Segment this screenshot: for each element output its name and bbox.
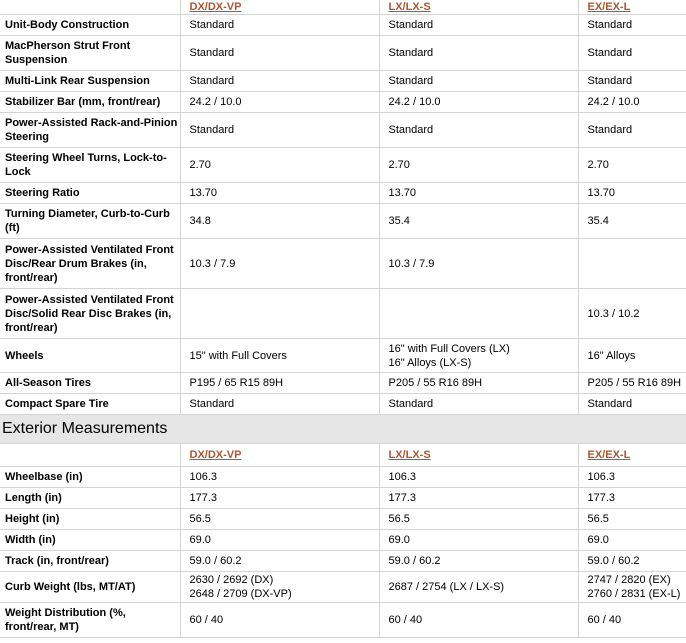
cell-line-1: 24.2 / 10.0 [587, 96, 640, 108]
row-label: Steering Wheel Turns, Lock-to-Lock [0, 148, 180, 183]
cell-line-1: 56.5 [587, 512, 609, 525]
cell-line-1: P205 / 55 R16 89H [388, 377, 483, 389]
row-label: Power-Assisted Ventilated Front Disc/Solid Rear Disc Brakes (in, front/rear) [0, 289, 180, 339]
ext-col-header-3 [578, 444, 686, 466]
cell-line-1: Standard [587, 398, 633, 410]
cell-line-1: Standard [189, 19, 235, 31]
cell-value [379, 339, 578, 373]
cell-line-1: Standard [388, 75, 434, 87]
cell-value [578, 289, 686, 339]
cell-value [379, 466, 578, 487]
cell-value [578, 487, 686, 508]
cell-value [379, 239, 578, 289]
row-label: Stabilizer Bar (mm, front/rear) [0, 92, 180, 113]
table-row [0, 466, 686, 487]
cell-value [379, 508, 578, 529]
cell-value [180, 289, 379, 339]
mechanical-header-row [0, 0, 686, 15]
ext-col-header-2 [379, 444, 578, 466]
cell-line-1: Standard [189, 398, 235, 410]
cell-line-1: 60 / 40 [189, 613, 224, 626]
cell-line-1: 35.4 [587, 215, 609, 227]
cell-line-1: 59.0 / 60.2 [587, 554, 640, 567]
row-label: Multi-Link Rear Suspension [0, 71, 180, 92]
cell-line-1: Standard [587, 124, 633, 136]
cell-value [379, 15, 578, 36]
cell-line-1: 34.8 [189, 215, 211, 227]
ext-trim-link-ex[interactable]: EX/EX-L [587, 449, 631, 461]
cell-line-1: Standard [189, 124, 235, 136]
cell-line-1: 177.3 [587, 491, 616, 504]
cell-value [578, 15, 686, 36]
cell-line-1: 106.3 [388, 470, 417, 483]
cell-line-1: Standard [388, 47, 434, 59]
cell-line-1: 56.5 [388, 512, 410, 525]
row-label: Power-Assisted Rack-and-Pinion Steering [0, 113, 180, 148]
cell-line-1: 13.70 [388, 187, 417, 199]
cell-line-1: 69.0 [189, 533, 211, 546]
cell-value [578, 113, 686, 148]
cell-line-1: 69.0 [388, 533, 410, 546]
table-row [0, 602, 686, 637]
trim-link-lx[interactable]: LX/LX-S [388, 1, 431, 13]
row-label: Wheelbase (in) [0, 466, 180, 487]
cell-line-1: 60 / 40 [587, 613, 622, 626]
cell-value [180, 373, 379, 394]
table-row [0, 15, 686, 36]
row-label: Turning Diameter, Curb-to-Curb (ft) [0, 204, 180, 239]
table-row [0, 508, 686, 529]
cell-value [180, 602, 379, 637]
cell-value [180, 394, 379, 415]
cell-value [379, 289, 578, 339]
cell-line-1: 2.70 [388, 159, 410, 171]
cell-value [379, 373, 578, 394]
cell-line-1: 106.3 [587, 470, 616, 483]
cell-line-1: 35.4 [388, 215, 410, 227]
cell-value [379, 602, 578, 637]
cell-value [180, 71, 379, 92]
trim-link-ex[interactable]: EX/EX-L [587, 1, 631, 13]
row-label: Track (in, front/rear) [0, 550, 180, 571]
cell-value [180, 239, 379, 289]
row-label: Length (in) [0, 487, 180, 508]
row-label: Steering Ratio [0, 183, 180, 204]
cell-line-1: 13.70 [189, 187, 218, 199]
table-row [0, 148, 686, 183]
cell-line-2: 16" Alloys (LX-S) [388, 356, 472, 369]
cell-line-1: 177.3 [388, 491, 417, 504]
cell-line-1: Standard [388, 124, 434, 136]
cell-value [379, 183, 578, 204]
table-row [0, 571, 686, 602]
trim-link-dx[interactable]: DX/DX-VP [189, 1, 242, 13]
cell-line-1: 2687 / 2754 (LX / LX-S) [388, 580, 505, 593]
cell-value [578, 571, 686, 602]
cell-line-1: 2.70 [587, 159, 609, 171]
row-label: Curb Weight (lbs, MT/AT) [0, 571, 180, 602]
cell-value [578, 550, 686, 571]
cell-value [379, 394, 578, 415]
mech-col-header-1 [180, 0, 379, 15]
cell-line-1: 10.3 / 7.9 [189, 257, 236, 270]
cell-line-1: 24.2 / 10.0 [388, 96, 441, 108]
cell-value [180, 113, 379, 148]
row-label: Compact Spare Tire [0, 394, 180, 415]
cell-line-1: 2630 / 2692 (DX) [189, 573, 274, 586]
table-row [0, 487, 686, 508]
cell-value [578, 148, 686, 183]
cell-line-1: 24.2 / 10.0 [189, 96, 242, 108]
cell-line-1: Standard [587, 47, 633, 59]
cell-value [180, 339, 379, 373]
cell-value [180, 183, 379, 204]
cell-value [578, 92, 686, 113]
cell-value [379, 148, 578, 183]
cell-line-1: Standard [587, 19, 633, 31]
cell-line-1: 177.3 [189, 491, 218, 504]
cell-line-1: Standard [388, 19, 434, 31]
table-row [0, 204, 686, 239]
table-row [0, 113, 686, 148]
cell-value [578, 71, 686, 92]
cell-line-1: 59.0 / 60.2 [189, 554, 242, 567]
cell-value [180, 529, 379, 550]
cell-line-1: 16" with Full Covers (LX) [388, 342, 510, 355]
cell-value [578, 183, 686, 204]
table-row [0, 394, 686, 415]
cell-line-1: Standard [587, 75, 633, 87]
cell-line-1: 15" with Full Covers [189, 349, 287, 362]
table-row [0, 36, 686, 71]
cell-value [379, 71, 578, 92]
table-row [0, 71, 686, 92]
cell-value [578, 36, 686, 71]
row-label: Height (in) [0, 508, 180, 529]
cell-line-1: P205 / 55 R16 89H [587, 377, 682, 389]
row-label: Weight Distribution (%, front/rear, MT) [0, 602, 180, 637]
cell-line-1: Standard [388, 398, 434, 410]
cell-line-1: 59.0 / 60.2 [388, 554, 441, 567]
cell-value [180, 204, 379, 239]
row-label: Unit-Body Construction [0, 15, 180, 36]
cell-value [379, 36, 578, 71]
cell-value [379, 529, 578, 550]
row-label: Wheels [0, 339, 180, 373]
cell-line-1: 56.5 [189, 512, 211, 525]
cell-line-1: 2747 / 2820 (EX) [587, 573, 671, 586]
cell-value [379, 92, 578, 113]
ext-col-header-1 [180, 444, 379, 466]
row-label: All-Season Tires [0, 373, 180, 394]
cell-value [578, 373, 686, 394]
cell-value [379, 571, 578, 602]
header-spacer [0, 0, 180, 15]
mech-col-header-2 [379, 0, 578, 15]
cell-line-1: Standard [189, 75, 235, 87]
cell-value [180, 148, 379, 183]
cell-value [379, 550, 578, 571]
cell-value [578, 466, 686, 487]
cell-value [180, 487, 379, 508]
row-label: Power-Assisted Ventilated Front Disc/Rear Drum Brakes (in, front/rear) [0, 239, 180, 289]
cell-value [379, 204, 578, 239]
table-row [0, 339, 686, 373]
cell-value [379, 487, 578, 508]
cell-line-1: 60 / 40 [388, 613, 423, 626]
row-label: Width (in) [0, 529, 180, 550]
cell-line-1: P195 / 65 R15 89H [189, 377, 284, 389]
header-spacer [0, 444, 180, 466]
exterior-specs-table [0, 444, 686, 638]
cell-line-1: 16" Alloys [587, 349, 636, 362]
cell-value [180, 92, 379, 113]
cell-line-1: 2.70 [189, 159, 211, 171]
cell-line-2: 2760 / 2831 (EX-L) [587, 587, 681, 600]
cell-line-1: Standard [189, 47, 235, 59]
ext-trim-link-dx[interactable]: DX/DX-VP [189, 449, 242, 461]
cell-value [180, 550, 379, 571]
table-row [0, 373, 686, 394]
cell-value [180, 508, 379, 529]
row-label: MacPherson Strut Front Suspension [0, 36, 180, 71]
cell-value [578, 239, 686, 289]
cell-value [379, 113, 578, 148]
table-row [0, 529, 686, 550]
cell-value [180, 15, 379, 36]
cell-value [578, 602, 686, 637]
cell-value [180, 571, 379, 602]
cell-value [578, 529, 686, 550]
table-row [0, 239, 686, 289]
exterior-header-row [0, 444, 686, 466]
mech-col-header-3 [578, 0, 686, 15]
cell-value [578, 339, 686, 373]
cell-value [578, 394, 686, 415]
cell-line-2: 2648 / 2709 (DX-VP) [189, 587, 292, 600]
exterior-section-title: Exterior Measurements [0, 415, 686, 444]
cell-value [578, 204, 686, 239]
cell-line-1: 10.3 / 10.2 [587, 307, 640, 320]
ext-trim-link-lx[interactable]: LX/LX-S [388, 449, 431, 461]
cell-line-1: 13.70 [587, 187, 616, 199]
cell-line-1: 69.0 [587, 533, 609, 546]
cell-line-1: 10.3 / 7.9 [388, 257, 435, 270]
cell-value [180, 466, 379, 487]
cell-value [180, 36, 379, 71]
cell-line-1: 106.3 [189, 470, 218, 483]
table-row [0, 289, 686, 339]
table-row [0, 183, 686, 204]
cell-value [578, 508, 686, 529]
table-row [0, 92, 686, 113]
table-row [0, 550, 686, 571]
